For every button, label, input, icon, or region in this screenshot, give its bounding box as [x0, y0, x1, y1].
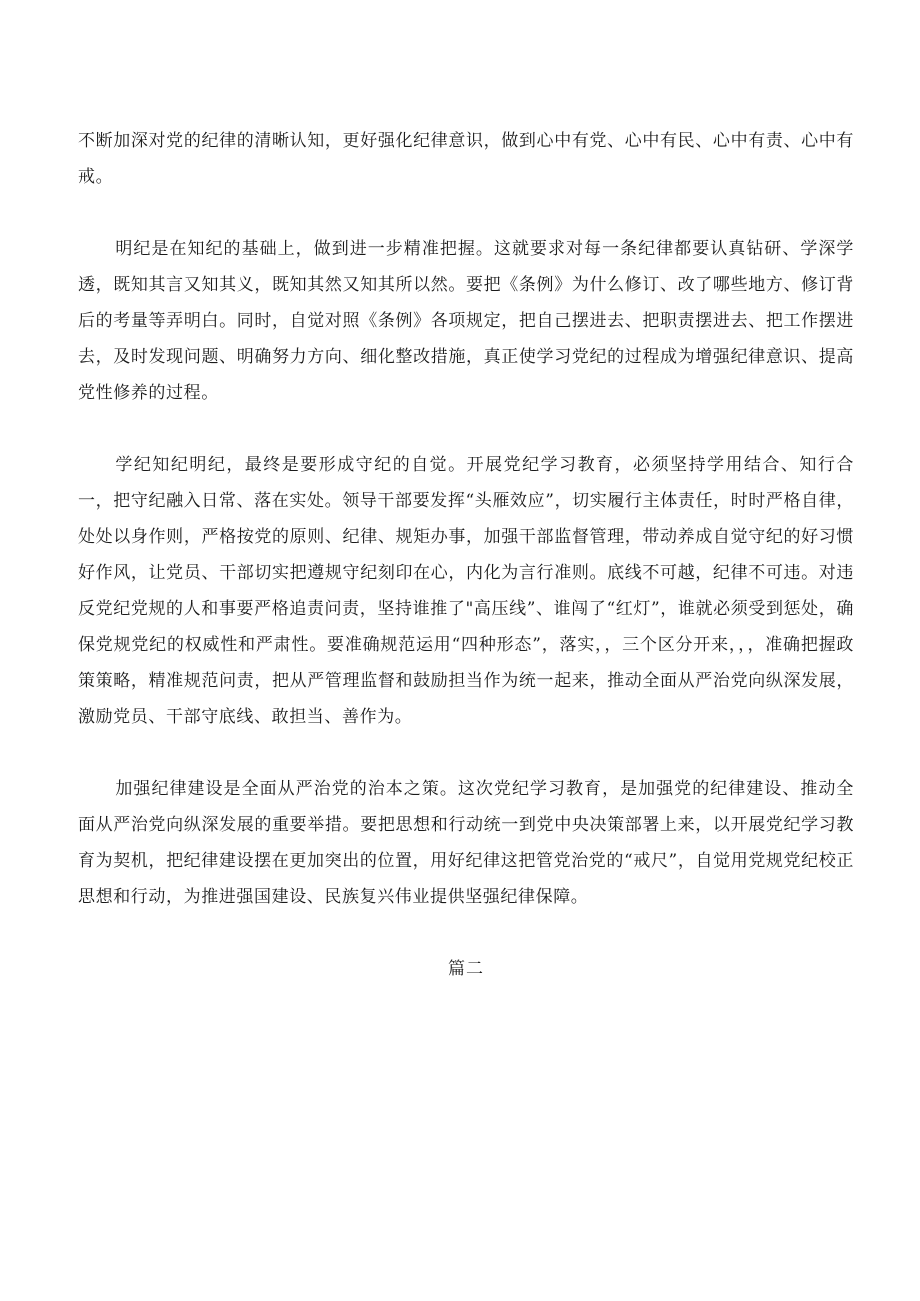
section-title: 篇二	[448, 959, 484, 979]
document-body	[78, 123, 854, 987]
paragraph-continuation: 不断加深对党的纪律的清晰认知，更好强化纪律意识，做到心中有党、心中有民、心中有责、心中有戒。	[78, 131, 854, 187]
paragraph-shouji: 学纪知纪明纪，最终是要形成守纪的自觉。开展党纪学习教育，必须坚持学用结合、知行合一，把守纪融入日常、落在实处。领导干部要发挥“头雁效应”，切实履行主体责任，时时严格自律，处处以身作则，严格按党的原则、纪律、规矩办事，加强干部监督管理，带动养成自觉守纪的好习惯好作风，让党员、干部切实把遵规守纪刻印在心，内化为言行准则。底线不可越，纪律不可违。对违反党纪党规的人和事要严格追责问责，坚持谁推了"高压线”、谁闯了“红灯”，谁就必须受到惩处，确保党规党纪的权威性和严肃性。要准确规范运用“四种形态”，落实，，三个区分开来，，，准确把握政策策略，精准规范问责，把从严管理监督和鼓励担当作为统一起来，推动全面从严治党向纵深发展，激励党员、干部守底线、敢担当、善作为。	[78, 455, 854, 727]
paragraph-mingji: 明纪是在知纪的基础上，做到进一步精准把握。这就要求对每一条纪律都要认真钻研、学深学透，既知其言又知其义，既知其然又知其所以然。要把《条例》为什么修订、改了哪些地方、修订背后的考量等弄明白。同时，自觉对照《条例》各项规定，把自己摆进去、把职责摆进去、把工作摆进去，及时发现问题、明确努力方向、细化整改措施，真正使学习党纪的过程成为增强纪律意识、提高党性修养的过程。	[78, 239, 854, 403]
paragraph-jilv-jianshe: 加强纪律建设是全面从严治党的治本之策。这次党纪学习教育，是加强党的纪律建设、推动全面从严治党向纵深发展的重要举措。要把思想和行动统一到党中央决策部署上来，以开展党纪学习教育为契机，把纪律建设摆在更加突出的位置，用好纪律这把管党治党的“戒尺”，自觉用党规党纪校正思想和行动，为推进强国建设、民族复兴伟业提供坚强纪律保障。	[78, 779, 854, 907]
